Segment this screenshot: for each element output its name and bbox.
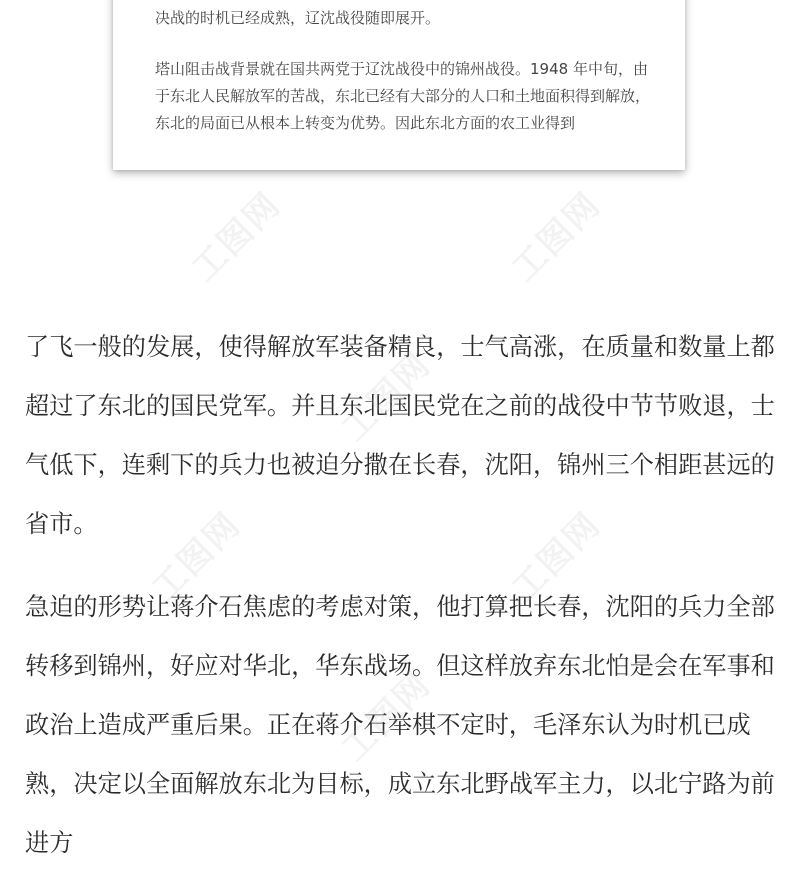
quote-card [113,0,685,170]
watermark-text: 工图网 [334,344,439,450]
card-paragraph-1: 决战的时机已经成熟，辽沈战役随即展开。 [155,9,441,27]
body-paragraph-2: 急迫的形势让蒋介石焦虑的考虑对策，他打算把长春，沈阳的兵力全部转移到锦州，好应对华北，华东战场。但这样放弃东北怕是会在军事和政治上造成严重后果。正在蒋介石举棋不定时，毛泽东认为时机已成熟，决定以全面解放东北为目标，成立东北野战军主力，以北宁路为前进方 [25,593,775,857]
card-paragraph-2: 塔山阻击战背景就在国共两党于辽沈战役中的锦州战役。1948 年中旬，由于东北人民解放军的苦战，东北已经有大部分的人口和土地面积得到解放，东北的局面已从根本上转变为优势。因此东北方面的农工业得到 [155,60,651,132]
watermark-text: 工图网 [334,664,439,770]
watermark-text: 工图网 [184,184,289,290]
watermark-text: 工图网 [504,504,609,610]
watermark-text: 工图网 [144,504,249,610]
watermark-text: 工图网 [504,184,609,290]
body-paragraph-1: 了飞一般的发展，使得解放军装备精良，士气高涨，在质量和数量上都超过了东北的国民党军。并且东北国民党在之前的战役中节节败退，士气低下，连剩下的兵力也被迫分撒在长春，沈阳，锦州三个相距甚远的省市。 [25,333,775,538]
